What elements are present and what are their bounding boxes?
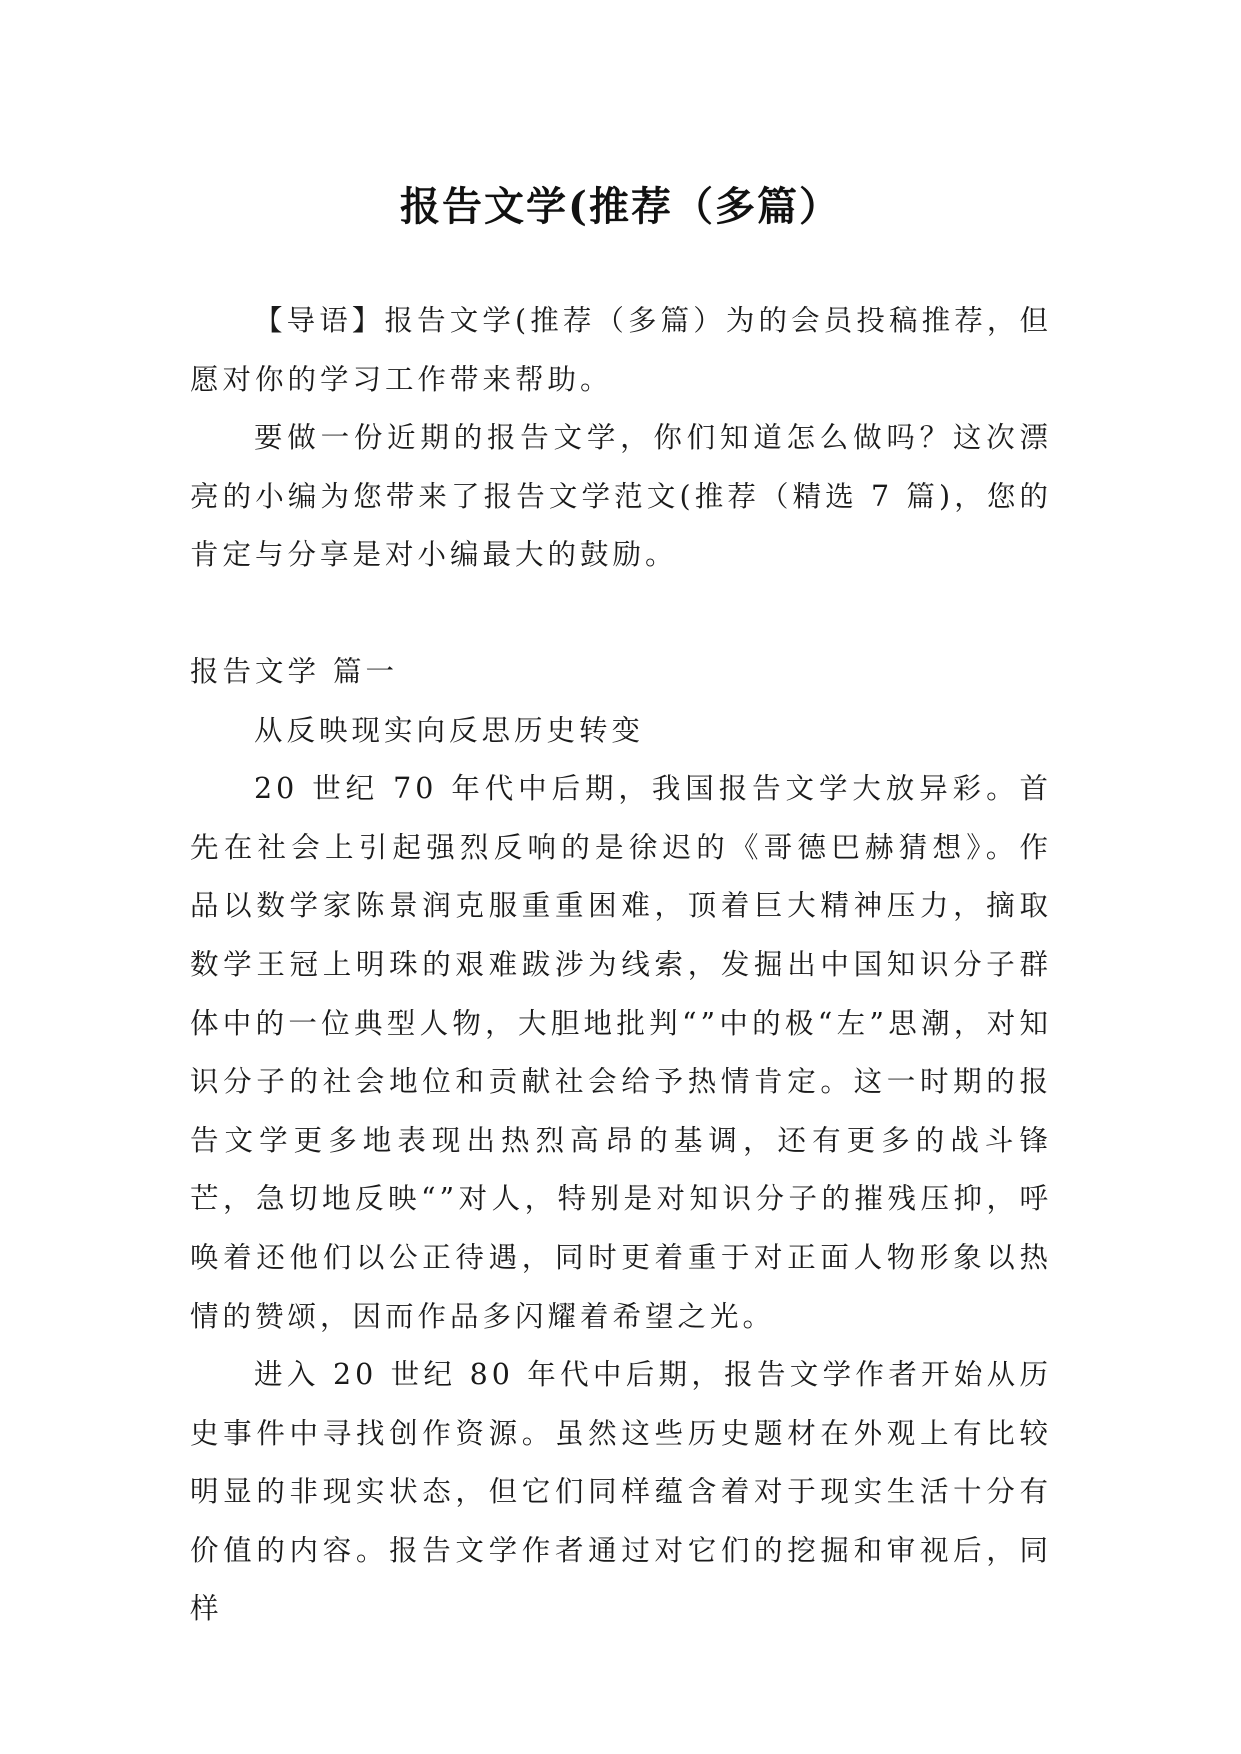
document-body [190, 292, 1052, 1639]
body-paragraph-1: 20 世纪 70 年代中后期，我国报告文学大放异彩。首先在社会上引起强烈反响的是徐迟的《哥德巴赫猜想》。作品以数学家陈景润克服重重困难，顶着巨大精神压力，摘取数学王冠上明珠的艰难跋涉为线索，发掘出中国知识分子群体中的一位典型人物，大胆地批判“”中的极“左”思潮，对知识分子的社会地位和贡献社会给予热情肯定。这一时期的报告文学更多地表现出热烈高昂的基调，还有更多的战斗锋芒，急切地反映“”对人，特别是对知识分子的摧残压抑，呼唤着还他们以公正待遇，同时更着重于对正面人物形象以热情的赞颂，因而作品多闪耀着希望之光。 [190, 772, 1052, 1333]
spacer [190, 585, 1052, 643]
intro-paragraph-1: 【导语】报告文学(推荐（多篇）为的会员投稿推荐，但愿对你的学习工作带来帮助。 [190, 304, 1052, 396]
subheading: 从反映现实向反思历史转变 [254, 713, 645, 747]
intro-paragraph-2: 要做一份近期的报告文学，你们知道怎么做吗？这次漂亮的小编为您带来了报告文学范文(推荐（精选 7 篇)，您的肯定与分享是对小编最大的鼓励。 [190, 421, 1052, 572]
section-label: 报告文学 篇一 [190, 654, 399, 688]
body-paragraph-2: 进入 20 世纪 80 年代中后期，报告文学作者开始从历史事件中寻找创作资源。虽然这些历史题材在外观上有比较明显的非现实状态，但它们同样蕴含着对于现实生活十分有价值的内容。报告文学作者通过对它们的挖掘和审视后，同样 [190, 1358, 1052, 1626]
document-title: 报告文学(推荐（多篇） [400, 182, 841, 230]
